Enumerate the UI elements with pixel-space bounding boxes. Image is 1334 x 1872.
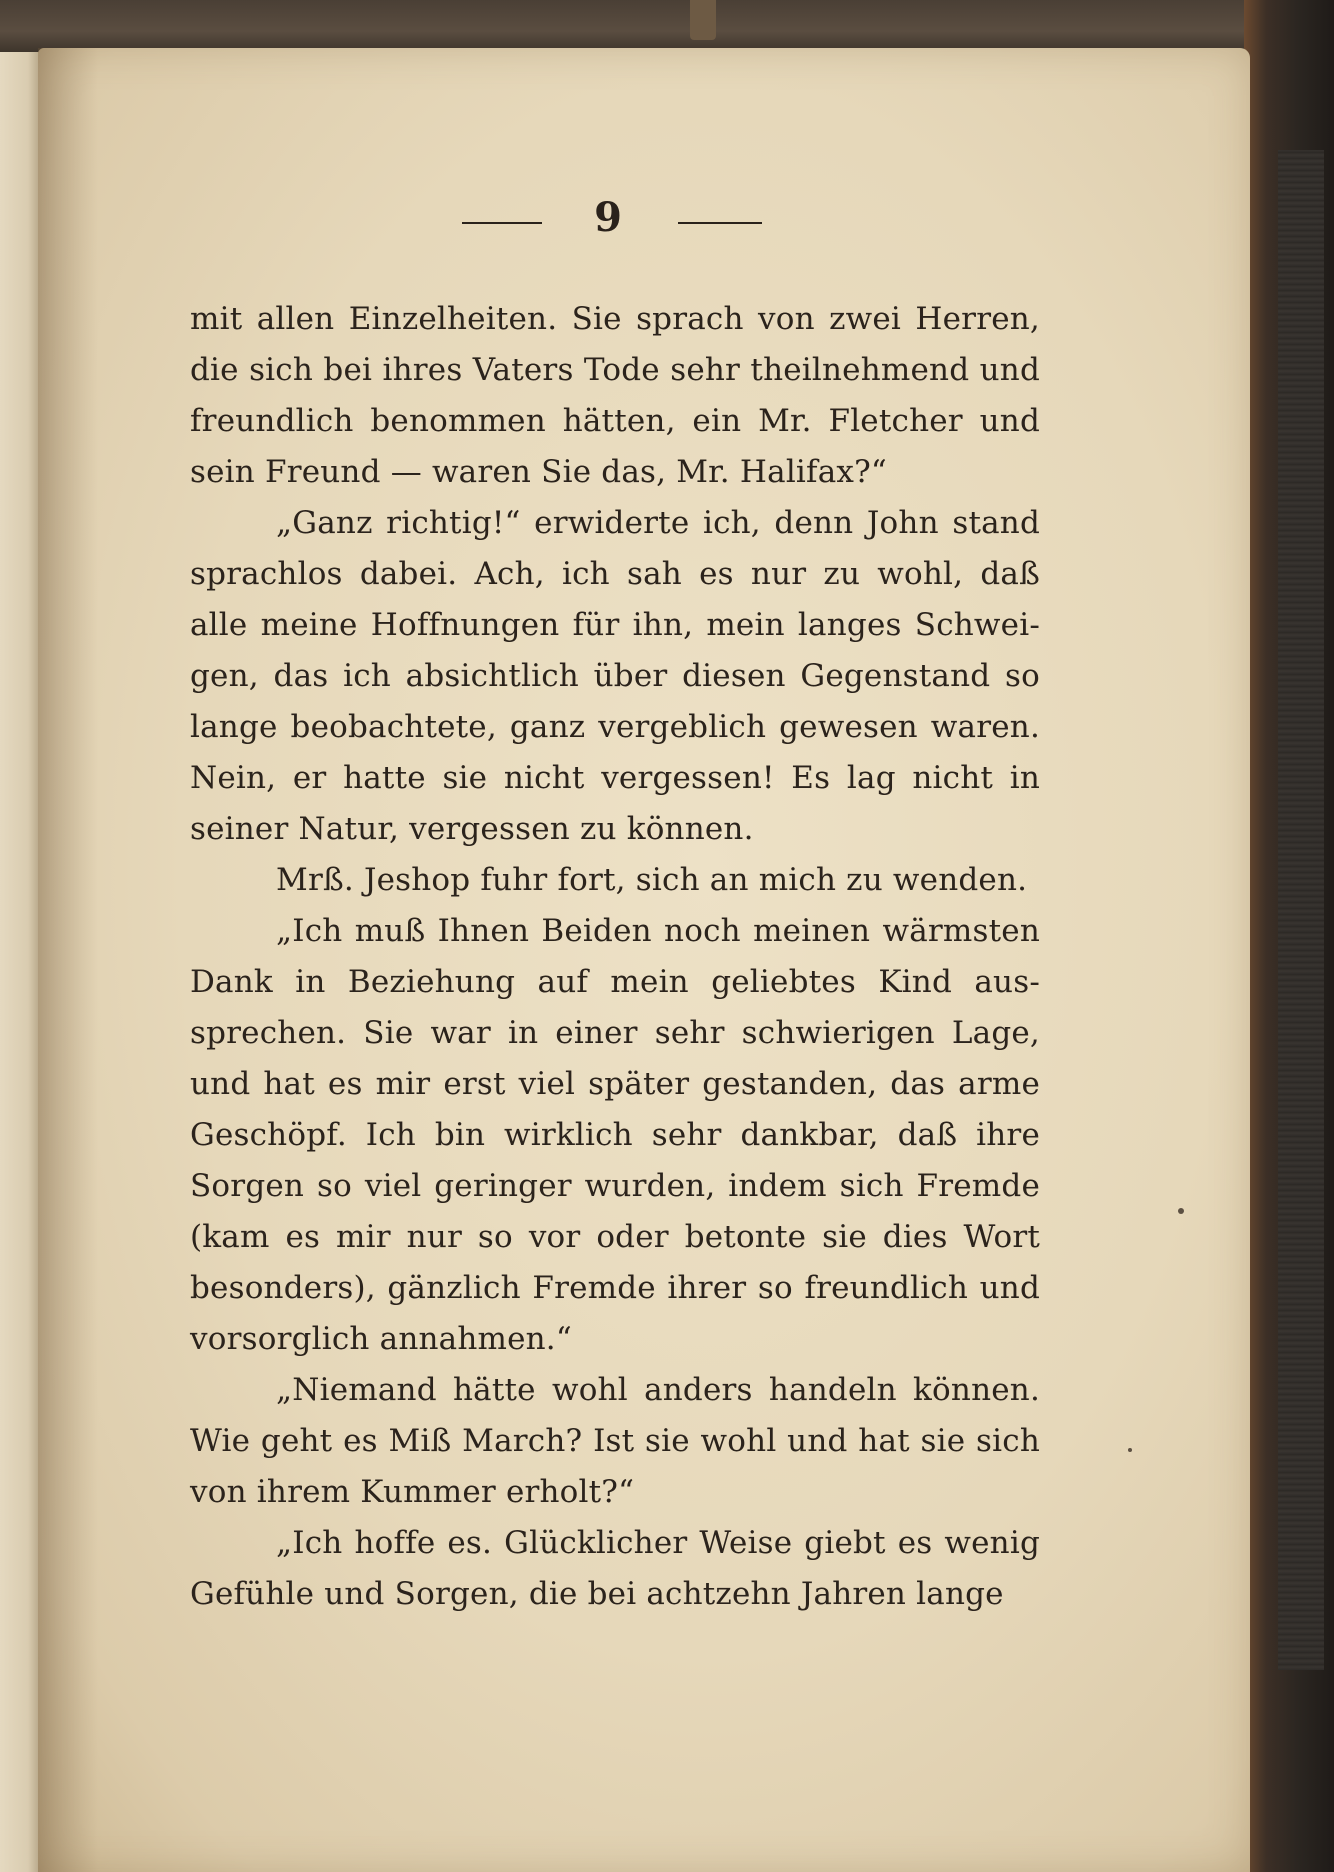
page-paper — [38, 48, 1250, 1872]
book-binding — [1244, 0, 1334, 1872]
binding-tab — [690, 0, 716, 40]
paper-blemish — [1128, 1448, 1132, 1452]
paragraph: Mrß. Jeshop fuhr fort, sich an mich zu wenden. — [276, 862, 1028, 898]
facing-page-edge — [0, 40, 40, 1872]
paragraph: „Ich hoffe es. Glücklicher Weise giebt es wenig Gefühle und Sorgen, die bei achtzehn Jahren lange — [190, 1525, 1040, 1612]
gutter-shadow — [38, 48, 98, 1872]
body-text — [190, 294, 1040, 1620]
paragraph: mit allen Einzelheiten. Sie sprach von zwei Herren, die sich bei ihres Vaters Tode sehr theilnehmend und freundlich benommen hätten, ein Mr. Fletcher und sein Freund — waren Sie das, Mr. Halifax?“ — [190, 301, 1040, 490]
page-number: 9 — [594, 194, 622, 241]
header-rule-right — [678, 222, 762, 224]
header-rule-left — [462, 222, 542, 224]
binding-cloth — [1278, 150, 1324, 1670]
paragraph: „Niemand hätte wohl anders handeln können. Wie geht es Miß March? Ist sie wohl und hat sie sich von ihrem Kummer erholt?“ — [190, 1372, 1040, 1510]
paper-blemish — [1178, 1208, 1184, 1214]
paragraph: „Ich muß Ihnen Beiden noch meinen wärmsten Dank in Beziehung auf mein geliebtes Kind aus- sprechen. Sie war in einer sehr schwierigen Lage, und hat es mir erst viel später gestanden, das arme Geschöpf. Ich bin wirklich sehr dankbar, daß ihre Sorgen so viel geringer wurden, indem sich Fremde (kam es mir nur so vor oder betonte sie dies Wort besonders), gänzlich Fremde ihrer so freundlich und vorsorglich annahmen.“ — [190, 913, 1040, 1357]
paragraph: „Ganz richtig!“ erwiderte ich, denn John stand sprachlos dabei. Ach, ich sah es nur zu wohl, daß alle meine Hoffnungen für ihn, mein langes Schwei- gen, das ich absichtlich über diesen Gegenstand so lange beobachtete, ganz vergeblich gewesen waren. Nein, er hatte sie nicht vergessen! Es lag nicht in seiner Natur, vergessen zu können. — [190, 505, 1040, 847]
page-header — [38, 194, 1250, 241]
top-book-edge — [0, 0, 1334, 52]
